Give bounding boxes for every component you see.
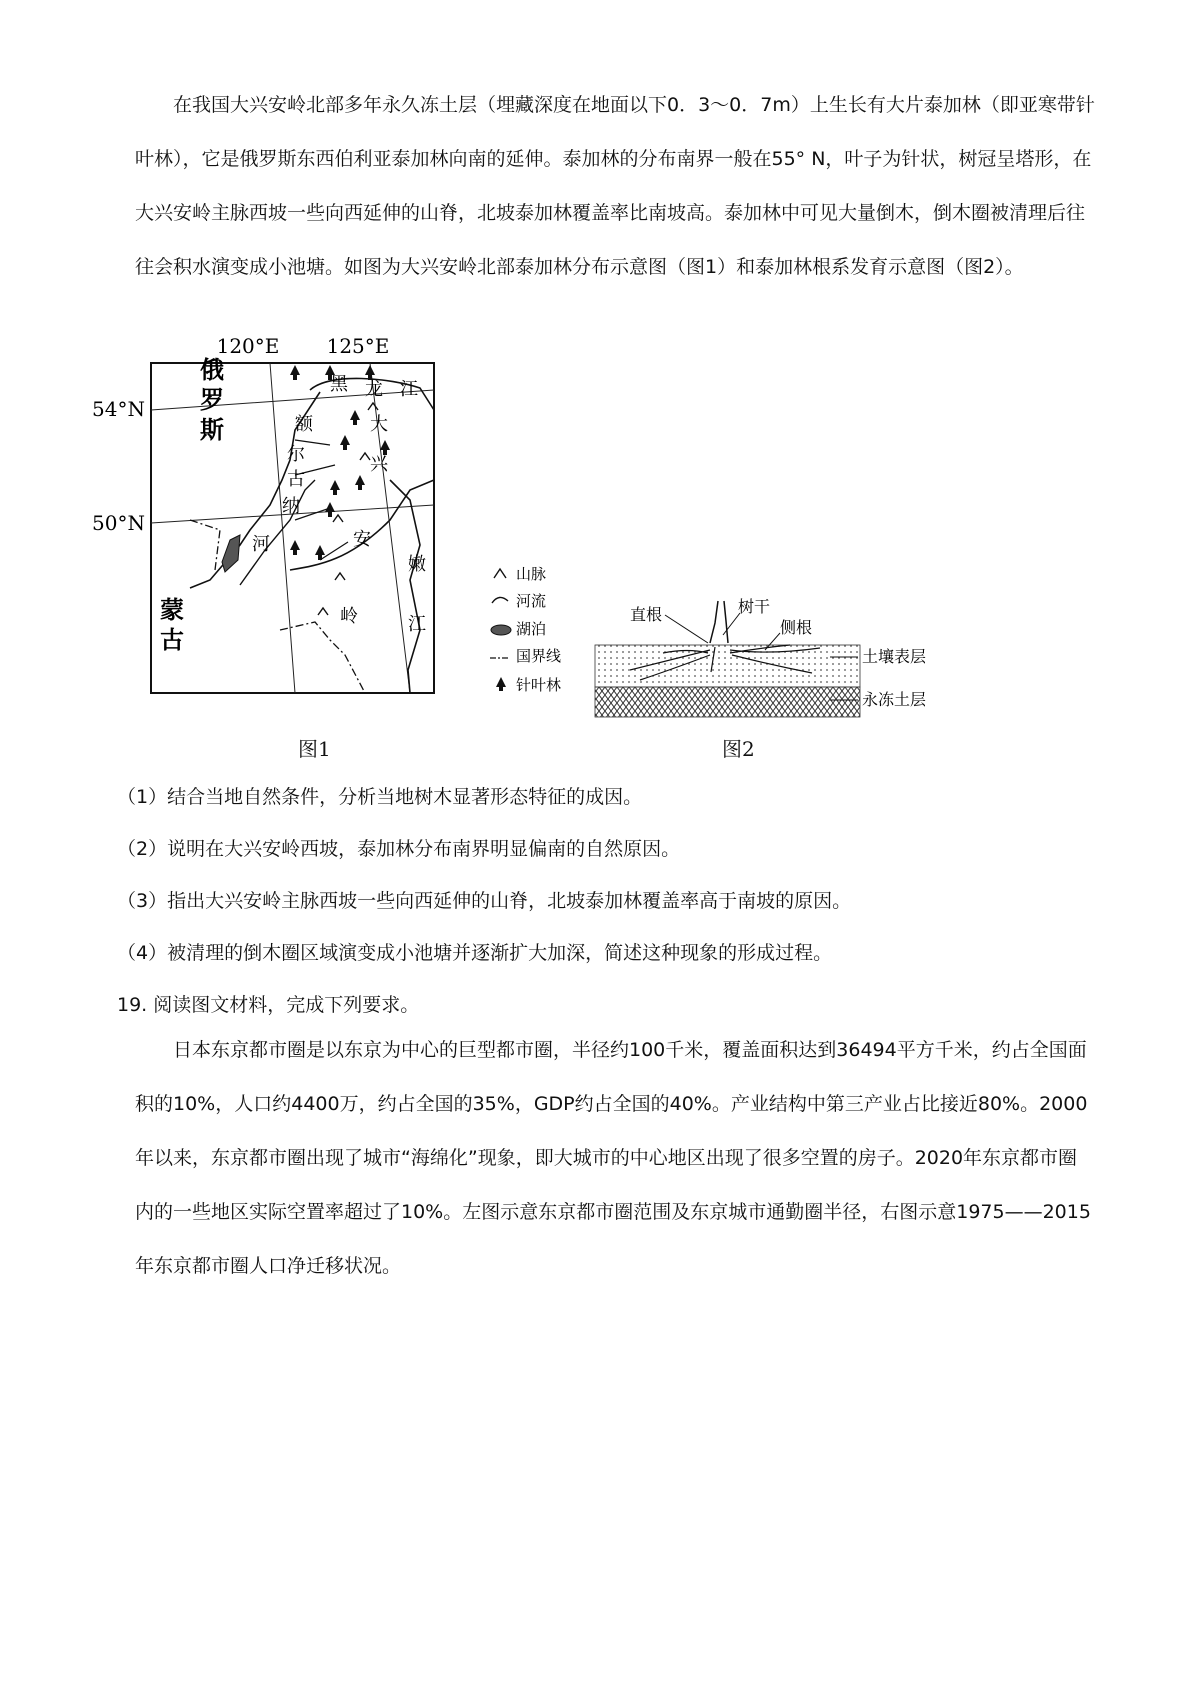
label-mongolia-2: 古 bbox=[160, 625, 184, 654]
label-zhigen: 直根 bbox=[630, 605, 663, 624]
label-biaoceng: 土壤表层 bbox=[862, 647, 927, 666]
national-boundary bbox=[190, 520, 365, 693]
river-icon bbox=[492, 597, 508, 603]
question-4: （4）被清理的倒木圈区域演变成小池塘并逐渐扩大加深，简述这种现象的形成过程。 bbox=[117, 942, 833, 964]
lat-label-54: 54°N bbox=[92, 397, 145, 421]
mountain-icon bbox=[494, 569, 506, 578]
label-erguna-2: 尔 bbox=[287, 444, 305, 465]
label-heilongjiang-2: 龙 bbox=[365, 379, 383, 400]
label-dongtu: 永冻土层 bbox=[862, 690, 927, 709]
question-2: （2）说明在大兴安岭西坡，泰加林分布南界明显偏南的自然原因。 bbox=[117, 838, 681, 860]
legend-mountain: 山脉 bbox=[516, 565, 547, 583]
figure1-caption: 图1 bbox=[298, 737, 331, 761]
conifer-icon bbox=[496, 677, 506, 691]
lon-label-120: 120°E bbox=[216, 334, 280, 358]
label-nenjiang-1: 嫩 bbox=[408, 554, 426, 575]
label-russia-1: 俄 bbox=[200, 355, 224, 384]
lake-icon bbox=[491, 625, 511, 635]
figure2-caption: 图2 bbox=[722, 737, 755, 761]
label-russia-3: 斯 bbox=[200, 415, 224, 444]
tree-trunk bbox=[710, 601, 728, 643]
label-dxal-2: 兴 bbox=[370, 454, 388, 475]
map-legend bbox=[490, 560, 590, 710]
river-erguna bbox=[240, 480, 315, 585]
lat-label-50: 50°N bbox=[92, 511, 145, 535]
graticule bbox=[151, 363, 434, 693]
label-erguna-1: 额 bbox=[295, 414, 313, 435]
label-erguna-5: 河 bbox=[252, 534, 270, 555]
question-3: （3）指出大兴安岭主脉西坡一些向西延伸的山脊，北坡泰加林覆盖率高于南坡的原因。 bbox=[117, 890, 852, 912]
label-heilongjiang-1: 黑 bbox=[330, 374, 348, 395]
label-dxal-4: 岭 bbox=[340, 606, 358, 627]
label-erguna-3: 古 bbox=[287, 469, 305, 490]
intro-paragraph: 在我国大兴安岭北部多年永久冻土层（埋藏深度在地面以下0．3～0．7m）上生长有大片泰加林（即亚寒带针叶林），它是俄罗斯东西伯利亚泰加林向南的延伸。泰加林的分布南界一般在55° N，叶子为针状，树冠呈塔形，在大兴安岭主脉西坡一些向西延伸的山脊，北坡泰加林覆盖率比南坡高。泰加林中可见大量倒木，倒木圈被清理后往往会积水演变成小池塘。如图为大兴安岭北部泰加林分布示意图（图1）和泰加林根系发育示意图（图2）。 bbox=[135, 94, 1095, 278]
label-shugan: 树干 bbox=[738, 597, 771, 616]
label-cegen: 侧根 bbox=[780, 618, 813, 637]
lon-label-125: 125°E bbox=[326, 334, 390, 358]
figure2-roots bbox=[590, 595, 950, 725]
legend-conifer: 针叶林 bbox=[516, 676, 562, 694]
q19-title: 19. 阅读图文材料，完成下列要求。 bbox=[117, 994, 420, 1016]
label-nenjiang-2: 江 bbox=[408, 614, 426, 635]
label-mongolia-1: 蒙 bbox=[160, 595, 184, 624]
label-russia-2: 罗 bbox=[200, 385, 224, 414]
lake bbox=[222, 535, 240, 572]
map-frame bbox=[151, 363, 434, 693]
legend-lake: 湖泊 bbox=[516, 620, 547, 638]
label-dxal-3: 安 bbox=[353, 529, 371, 550]
legend-boundary: 国界线 bbox=[516, 647, 562, 665]
figure1-map bbox=[90, 330, 490, 730]
label-heilongjiang-3: 江 bbox=[400, 379, 418, 400]
legend-river: 河流 bbox=[516, 592, 547, 610]
label-erguna-4: 纳 bbox=[282, 496, 300, 517]
label-dxal-1: 大 bbox=[370, 414, 388, 435]
question-1: （1）结合当地自然条件，分析当地树木显著形态特征的成因。 bbox=[117, 786, 643, 808]
q19-paragraph: 日本东京都市圈是以东京为中心的巨型都市圈，半径约100千米，覆盖面积达到36494平方千米，约占全国面积的10%，人口约4400万，约占全国的35%，GDP约占全国的40%。产业结构中第三产业占比接近80%。2000年以来，东京都市圈出现了城市“海绵化”现象，即大城市的中心地区出现了很多空置的房子。2020年东京都市圈内的一些地区实际空置率超过了10%。左图示意东京都市圈范围及东京城市通勤圈半径，右图示意1975——2015年东京都市圈人口净迁移状况。 bbox=[135, 1039, 1091, 1277]
